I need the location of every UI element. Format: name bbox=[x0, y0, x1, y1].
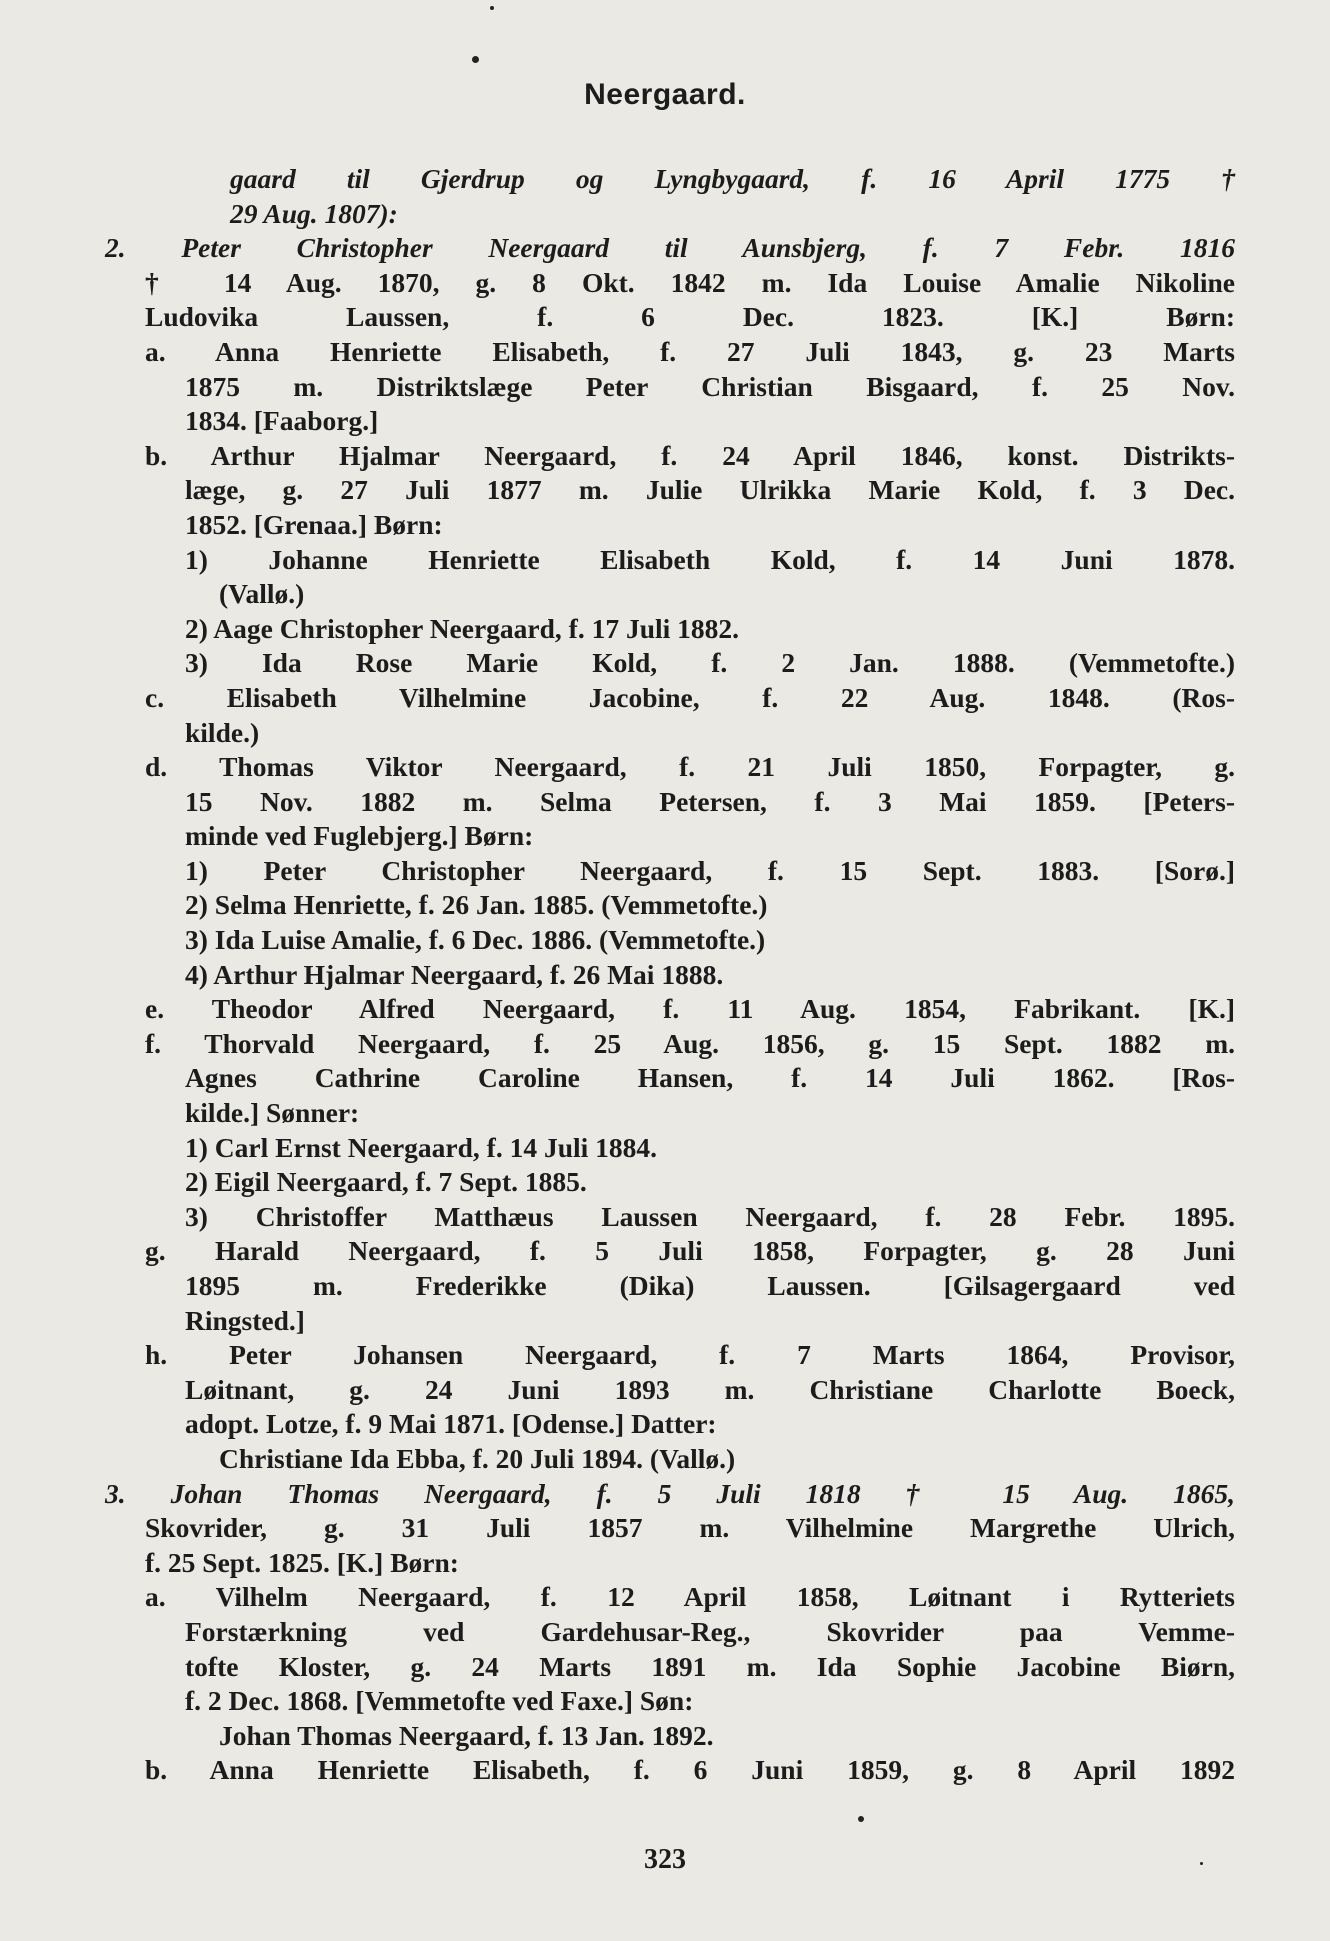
text-line: f. Thorvald Neergaard, f. 25 Aug. 1856, g. 15 Sept. 1882 m. bbox=[145, 1027, 1235, 1059]
ink-speck-top bbox=[490, 6, 494, 10]
text-line: a. Vilhelm Neergaard, f. 12 April 1858, Løitnant i Rytteriets bbox=[145, 1581, 1235, 1613]
text-line: adopt. Lotze, f. 9 Mai 1871. [Odense.] Datter: bbox=[185, 1408, 717, 1440]
text-line: Christiane Ida Ebba, f. 20 Juli 1894. (Vallø.) bbox=[219, 1442, 736, 1474]
text-line: gaard til Gjerdrup og Lyngbygaard, f. 16 April 1775 † bbox=[230, 163, 1235, 194]
text-line: 1852. [Grenaa.] Børn: bbox=[185, 508, 443, 540]
text-line: 3. Johan Thomas Neergaard, f. 5 Juli 1818 † 15 Aug. 1865, bbox=[105, 1477, 1235, 1509]
text-line: c. Elisabeth Vilhelmine Jacobine, f. 22 Aug. 1848. (Ros- bbox=[145, 681, 1235, 713]
body-text bbox=[105, 162, 1235, 1788]
text-line: kilde.] Sønner: bbox=[185, 1097, 360, 1129]
text-line: 29 Aug. 1807): bbox=[230, 197, 398, 229]
text-line: 2. Peter Christopher Neergaard til Aunsbjerg, f. 7 Febr. 1816 bbox=[105, 232, 1235, 264]
text-line: 3) Christoffer Matthæus Laussen Neergaard, f. 28 Febr. 1895. bbox=[185, 1200, 1235, 1232]
text-line: 2) Eigil Neergaard, f. 7 Sept. 1885. bbox=[185, 1166, 587, 1198]
text-line: 4) Arthur Hjalmar Neergaard, f. 26 Mai 1888. bbox=[185, 958, 724, 990]
text-line: e. Theodor Alfred Neergaard, f. 11 Aug. 1854, Fabrikant. [K.] bbox=[145, 993, 1235, 1025]
text-line: Skovrider, g. 31 Juli 1857 m. Vilhelmine Margrethe Ulrich, bbox=[145, 1512, 1235, 1544]
text-line: † 14 Aug. 1870, g. 8 Okt. 1842 m. Ida Louise Amalie Nikoline bbox=[145, 266, 1235, 298]
text-line: Forstærkning ved Gardehusar-Reg., Skovrider paa Vemme- bbox=[185, 1615, 1235, 1647]
text-line: b. Arthur Hjalmar Neergaard, f. 24 April 1846, konst. Distrikts- bbox=[145, 439, 1235, 471]
page-number: 323 bbox=[644, 1844, 686, 1875]
text-line: 1) Carl Ernst Neergaard, f. 14 Juli 1884. bbox=[185, 1131, 658, 1163]
text-line: 3) Ida Luise Amalie, f. 6 Dec. 1886. (Vemmetofte.) bbox=[185, 924, 766, 956]
text-line: tofte Kloster, g. 24 Marts 1891 m. Ida Sophie Jacobine Biørn, bbox=[185, 1650, 1235, 1682]
text-line: 15 Nov. 1882 m. Selma Petersen, f. 3 Mai 1859. [Peters- bbox=[185, 785, 1235, 817]
text-line: h. Peter Johansen Neergaard, f. 7 Marts 1864, Provisor, bbox=[145, 1339, 1235, 1371]
ink-speck-lower bbox=[858, 1816, 864, 1822]
text-line: Johan Thomas Neergaard, f. 13 Jan. 1892. bbox=[219, 1719, 714, 1751]
text-line: d. Thomas Viktor Neergaard, f. 21 Juli 1850, Forpagter, g. bbox=[145, 751, 1235, 783]
text-line: g. Harald Neergaard, f. 5 Juli 1858, Forpagter, g. 28 Juni bbox=[145, 1235, 1235, 1267]
text-line: a. Anna Henriette Elisabeth, f. 27 Juli 1843, g. 23 Marts bbox=[145, 335, 1235, 367]
text-line: Ludovika Laussen, f. 6 Dec. 1823. [K.] Børn: bbox=[145, 301, 1235, 333]
text-line: 1) Peter Christopher Neergaard, f. 15 Sept. 1883. [Sorø.] bbox=[185, 854, 1235, 886]
text-line: kilde.) bbox=[185, 716, 260, 748]
text-line: f. 25 Sept. 1825. [K.] Børn: bbox=[145, 1546, 459, 1578]
text-line: 1875 m. Distriktslæge Peter Christian Bisgaard, f. 25 Nov. bbox=[185, 370, 1235, 402]
text-line: 1) Johanne Henriette Elisabeth Kold, f. 14 Juni 1878. bbox=[185, 543, 1235, 575]
text-line: 2) Selma Henriette, f. 26 Jan. 1885. (Vemmetofte.) bbox=[185, 889, 768, 921]
running-head: Neergaard. bbox=[584, 78, 746, 111]
text-line: b. Anna Henriette Elisabeth, f. 6 Juni 1859, g. 8 April 1892 bbox=[145, 1754, 1235, 1786]
text-line: Løitnant, g. 24 Juni 1893 m. Christiane Charlotte Boeck, bbox=[185, 1373, 1235, 1405]
text-line: 1895 m. Frederikke (Dika) Laussen. [Gilsagergaard ved bbox=[185, 1270, 1235, 1301]
text-line: minde ved Fuglebjerg.] Børn: bbox=[185, 820, 534, 852]
text-line: (Vallø.) bbox=[219, 578, 305, 610]
text-line: 3) Ida Rose Marie Kold, f. 2 Jan. 1888. (Vemmetofte.) bbox=[185, 647, 1235, 679]
text-line: 1834. [Faaborg.] bbox=[185, 405, 379, 437]
text-line: f. 2 Dec. 1868. [Vemmetofte ved Faxe.] Søn: bbox=[185, 1685, 694, 1717]
ink-speck-upper bbox=[472, 56, 479, 63]
text-line: Agnes Cathrine Caroline Hansen, f. 14 Juli 1862. [Ros- bbox=[185, 1062, 1235, 1094]
text-line: Ringsted.] bbox=[185, 1304, 305, 1336]
text-line: 2) Aage Christopher Neergaard, f. 17 Juli 1882. bbox=[185, 612, 740, 644]
text-line: læge, g. 27 Juli 1877 m. Julie Ulrikka Marie Kold, f. 3 Dec. bbox=[185, 474, 1235, 506]
